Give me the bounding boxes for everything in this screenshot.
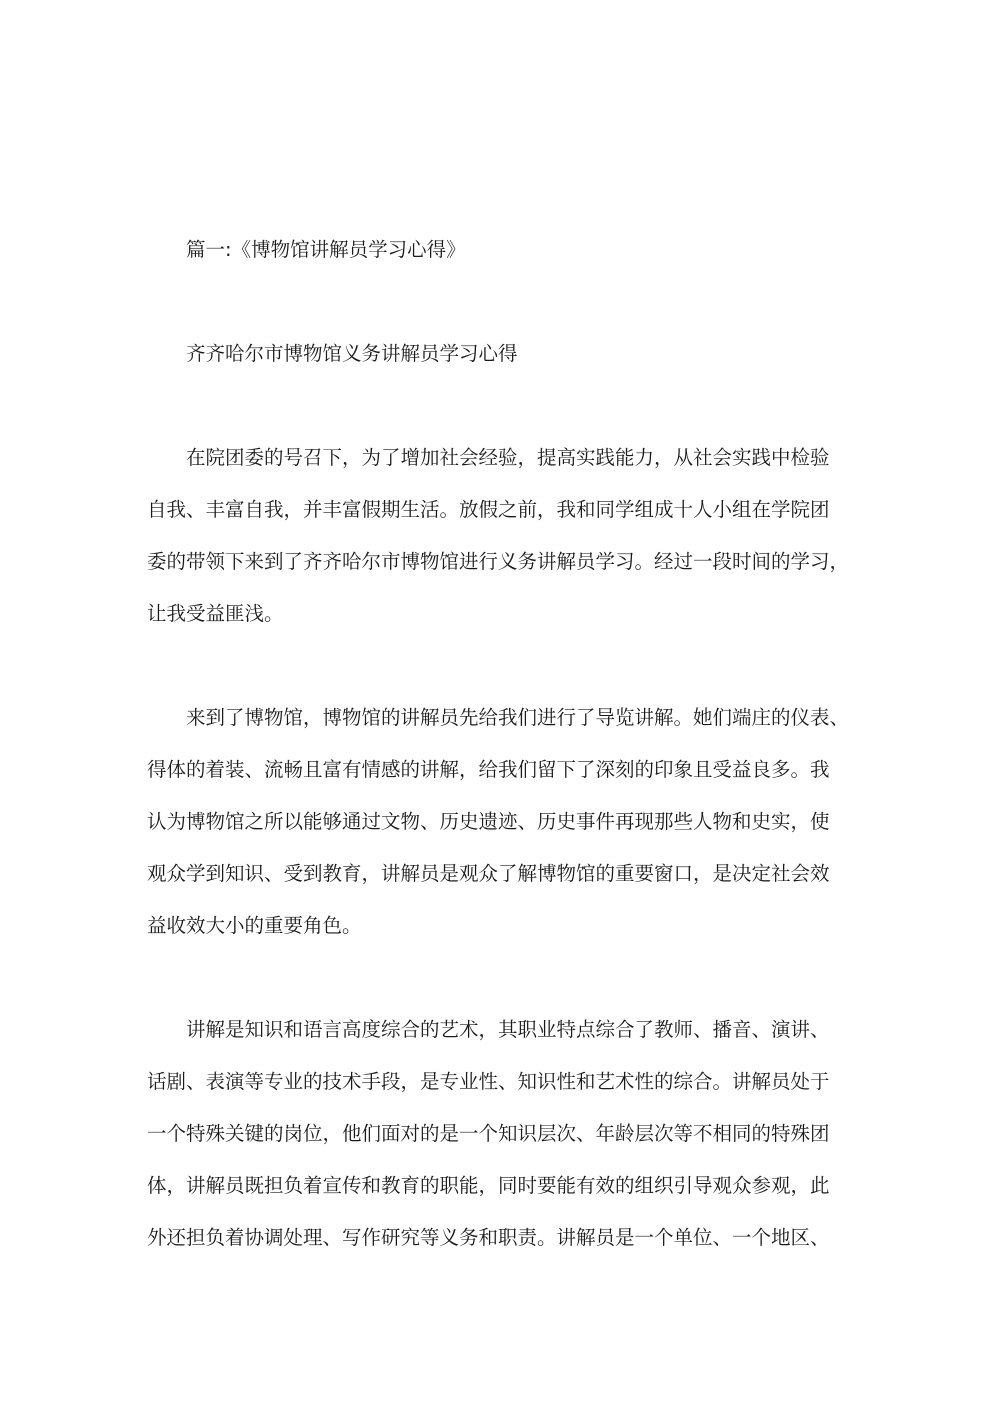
paragraph-line: 认为博物馆之所以能够通过文物、历史遗迹、历史事件再现那些人物和史实，使 — [147, 810, 830, 833]
document-subtitle: 齐齐哈尔市博物馆义务讲解员学习心得 — [186, 342, 518, 365]
paragraph-line: 体，讲解员既担负着宣传和教育的职能，同时要能有效的组织引导观众参观，此 — [147, 1174, 830, 1197]
paragraph-line: 益收效大小的重要角色。 — [147, 914, 362, 937]
paragraph-line: 在院团委的号召下，为了增加社会经验，提高实践能力，从社会实践中检验 — [186, 446, 830, 469]
paragraph-line: 让我受益匪浅。 — [147, 602, 284, 625]
paragraph-line: 一个特殊关键的岗位，他们面对的是一个知识层次、年龄层次等不相同的特殊团 — [147, 1122, 830, 1145]
paragraph-line: 观众学到知识、受到教育，讲解员是观众了解博物馆的重要窗口，是决定社会效 — [147, 862, 830, 885]
paragraph-line: 得体的着装、流畅且富有情感的讲解，给我们留下了深刻的印象且受益良多。我 — [147, 758, 830, 781]
paragraph-line: 自我、丰富自我，并丰富假期生活。放假之前，我和同学组成十人小组在学院团 — [147, 498, 830, 521]
paragraph-line: 外还担负着协调处理、写作研究等义务和职责。讲解员是一个单位、一个地区、 — [147, 1226, 830, 1249]
paragraph-line: 讲解是知识和语言高度综合的艺术，其职业特点综合了教师、播音、演讲、 — [186, 1018, 830, 1041]
paragraph-line: 话剧、表演等专业的技术手段，是专业性、知识性和艺术性的综合。讲解员处于 — [147, 1070, 830, 1093]
paragraph-line: 委的带领下来到了齐齐哈尔市博物馆进行义务讲解员学习。经过一段时间的学习， — [147, 550, 850, 573]
document-heading: 篇一:《博物馆讲解员学习心得》 — [186, 238, 466, 261]
paragraph-line: 来到了博物馆，博物馆的讲解员先给我们进行了导览讲解。她们端庄的仪表、 — [186, 706, 850, 729]
